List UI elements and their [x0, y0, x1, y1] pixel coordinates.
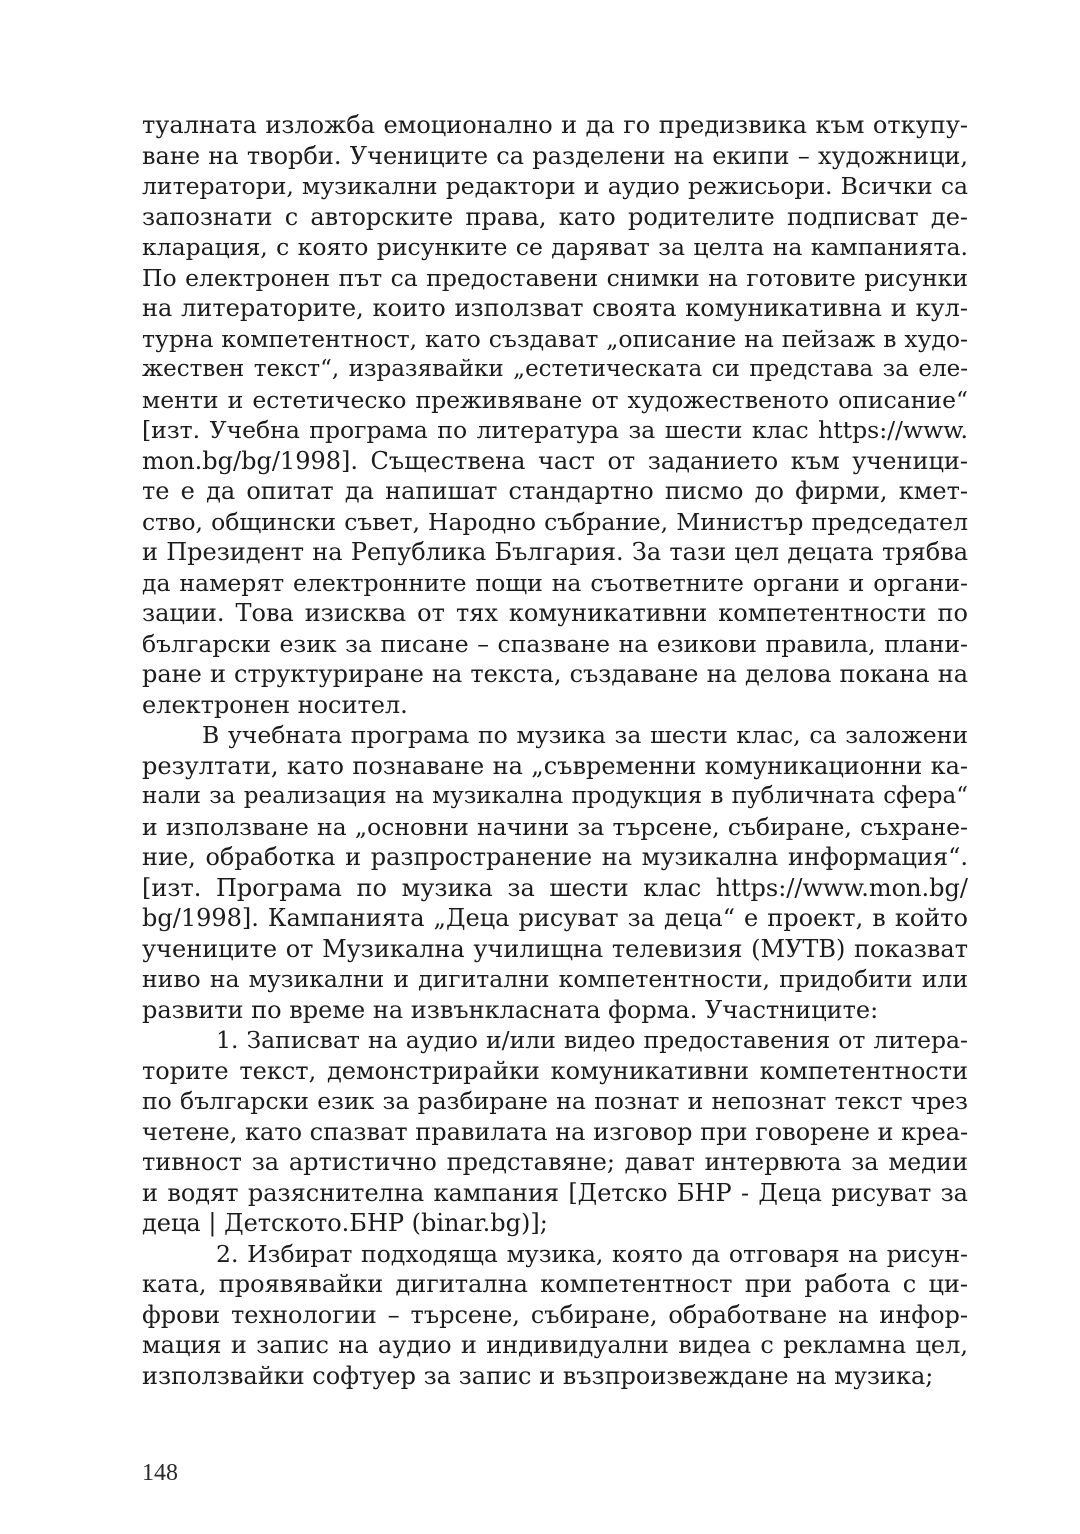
text-line: туалната изложба емоционално и да го предизвика към откупу-	[142, 111, 968, 139]
list-item	[142, 1239, 968, 1392]
list-item	[142, 1025, 968, 1239]
text-line: зации. Това изисква от тях комуникативни компетентности по	[142, 599, 968, 627]
text-line: mon.bg/bg/1998]. Съществена част от заданието към ученици-	[142, 446, 968, 475]
text-line: те е да опитат да напишат стандартно писмо до фирми, кмет-	[142, 477, 968, 505]
text-line: електронен носител.	[142, 690, 408, 719]
text-line: ране и структуриране на текста, създаване на делова покана на	[142, 660, 968, 688]
text-line: развити по време на извънкласната форма. Участниците:	[142, 995, 879, 1024]
text-line: тивност за артистично представяне; дават интервюта за медии	[142, 1148, 968, 1176]
text-line: торите текст, демонстрирайки комуникативни компетентности	[142, 1056, 968, 1085]
body-text	[142, 110, 968, 1391]
text-line: ние, обработка и разпространение на музикална информация“.	[142, 843, 968, 871]
text-line: По електронен път са предоставени снимки на готовите рисунки	[142, 263, 968, 292]
text-line: използвайки софтуер за запис и възпроизвеждане на музика;	[142, 1361, 934, 1390]
text-line: менти и естетическо преживяване от художественото описание“	[142, 385, 968, 414]
text-line: на литераторите, които използват своята комуникативна и кул-	[142, 294, 968, 322]
text-line: резултати, като познаване на „съвременни комуникационни ка-	[142, 751, 968, 780]
text-line: и водят разяснителна кампания [Детско БНР - Деца рисуват за	[142, 1178, 968, 1207]
paragraph-music-program	[142, 720, 968, 1025]
text-line: деца | Детското.БНР (binar.bg)];	[142, 1209, 548, 1237]
text-line: нали за реализация на музикална продукция в публичната сфера“	[142, 783, 968, 809]
text-line: ката, проявявайки дигитална компетентност при работа с ци-	[142, 1270, 968, 1298]
text-line: 1. Записват на аудио и/или видео предоставения от литера-	[216, 1026, 968, 1054]
text-line: ване на творби. Учениците са разделени на екипи – художници,	[142, 141, 968, 170]
text-line: фрови технологии – търсене, събиране, обработване на инфор-	[142, 1300, 968, 1329]
text-line: ниво на музикални и дигитални компетентности, придобити или	[142, 965, 968, 993]
text-line: български език за писане – спазване на езикови правила, плани-	[142, 629, 968, 658]
text-line: кларация, с която рисунките се даряват за целта на кампанията.	[142, 233, 968, 261]
text-line: мация и запис на аудио и индивидуални видеа с рекламна цел,	[142, 1331, 968, 1359]
text-line: 2. Избират подходяща музика, която да отговаря на рисун-	[216, 1239, 968, 1268]
text-line: В учебната програма по музика за шести клас, са заложени	[202, 721, 968, 749]
text-line: [изт. Програма по музика за шести клас https://www.mon.bg/	[142, 873, 968, 902]
text-line: жествен текст“, изразявайки „естетическата си представа за еле-	[142, 356, 968, 382]
text-line: запознати с авторските права, като родителите подписват де-	[142, 202, 968, 231]
text-line: [изт. Учебна програма по литература за шести клас https://www.	[142, 416, 968, 444]
paragraph-continued	[142, 110, 968, 720]
text-line: bg/1998]. Кампанията „Деца рисуват за деца“ е проект, в който	[142, 904, 968, 932]
page-number: 148	[142, 1460, 178, 1486]
text-line: по български език за разбиране на познат и непознат текст чрез	[142, 1087, 968, 1115]
text-line: и Президент на Република България. За тази цел децата трябва	[142, 538, 968, 566]
text-line: учениците от Музикална училищна телевизия (МУТВ) показват	[142, 934, 968, 963]
text-line: ство, общински съвет, Народно събрание, Министър председател	[142, 507, 968, 536]
text-line: турна компетентност, като създават „описание на пейзаж в худо-	[142, 324, 968, 353]
text-line: четене, като спазват правилата на изговор при говорене и креа-	[142, 1117, 969, 1146]
text-line: и използване на „основни начини за търсене, събиране, съхране-	[142, 812, 968, 841]
text-line: да намерят електронните пощи на съответните органи и органи-	[142, 568, 968, 597]
text-line: литератори, музикални редактори и аудио режисьори. Всички са	[142, 172, 968, 200]
